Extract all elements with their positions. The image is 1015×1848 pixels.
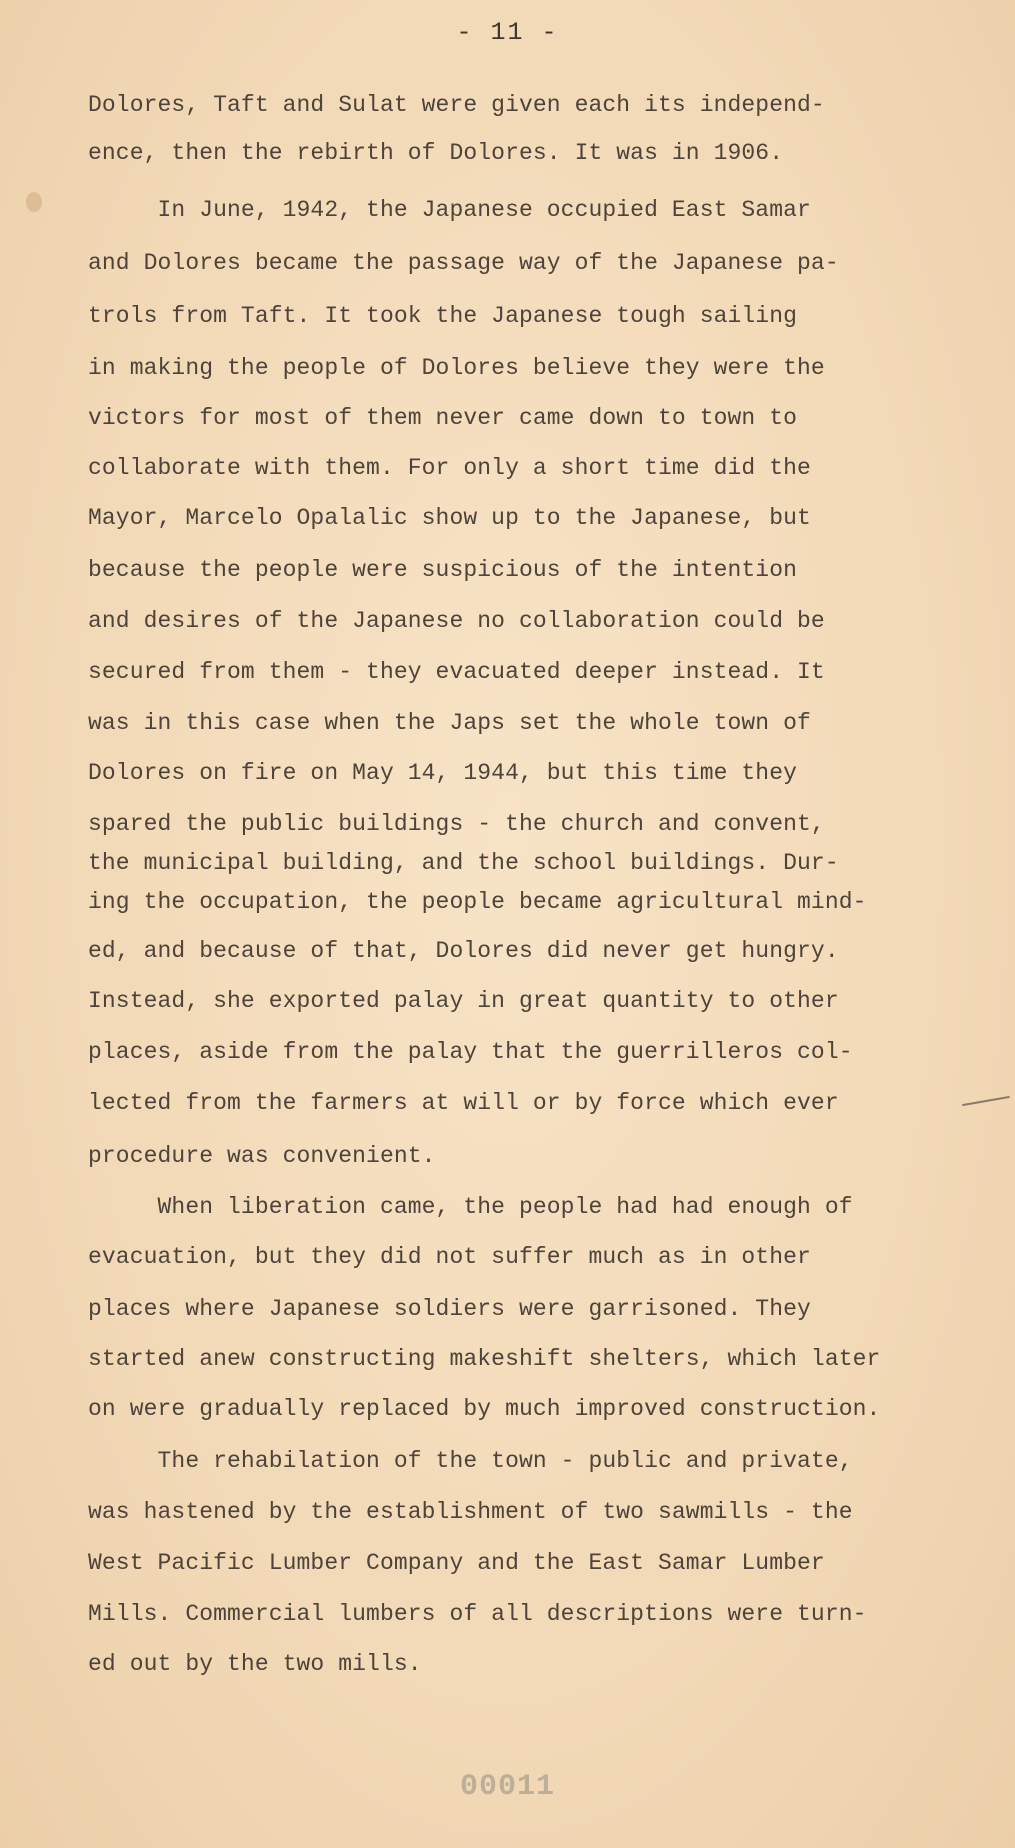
- text-line: spared the public buildings - the church and convent,: [88, 811, 825, 837]
- text-line: Dolores, Taft and Sulat were given each its independ-: [88, 92, 825, 118]
- archive-stamp: 00011: [459, 1770, 555, 1804]
- text-line: evacuation, but they did not suffer much as in other: [88, 1244, 811, 1270]
- text-line: When liberation came, the people had had enough of: [88, 1194, 853, 1220]
- text-line: places, aside from the palay that the guerrilleros col-: [88, 1039, 853, 1065]
- text-line: in making the people of Dolores believe they were the: [88, 355, 825, 381]
- text-line: started anew constructing makeshift shelters, which later: [88, 1346, 881, 1372]
- text-line: and Dolores became the passage way of the Japanese pa-: [88, 250, 839, 276]
- text-line: In June, 1942, the Japanese occupied East Samar: [88, 197, 811, 223]
- text-line: was hastened by the establishment of two sawmills - the: [88, 1499, 853, 1525]
- text-line: Dolores on fire on May 14, 1944, but this time they: [88, 760, 798, 786]
- text-line: the municipal building, and the school buildings. Dur-: [88, 850, 839, 876]
- text-line: ence, then the rebirth of Dolores. It was in 1906.: [88, 140, 784, 166]
- ink-blot: [26, 192, 42, 212]
- text-line: ed out by the two mills.: [88, 1651, 422, 1677]
- text-line: Instead, she exported palay in great quantity to other: [88, 988, 839, 1014]
- text-line: Mills. Commercial lumbers of all descriptions were turn-: [88, 1601, 867, 1627]
- text-line: Mayor, Marcelo Opalalic show up to the Japanese, but: [88, 505, 811, 531]
- margin-mark: [962, 1096, 1010, 1106]
- text-line: collaborate with them. For only a short time did the: [88, 455, 811, 481]
- text-line: on were gradually replaced by much improved construction.: [88, 1396, 881, 1422]
- text-line: and desires of the Japanese no collaboration could be: [88, 608, 825, 634]
- text-line: West Pacific Lumber Company and the East Samar Lumber: [88, 1550, 825, 1576]
- text-line: ed, and because of that, Dolores did never get hungry.: [88, 938, 839, 964]
- text-line: lected from the farmers at will or by force which ever: [88, 1090, 839, 1116]
- text-line: places where Japanese soldiers were garrisoned. They: [88, 1296, 811, 1322]
- page-number: - 11 -: [456, 18, 559, 47]
- text-line: victors for most of them never came down to town to: [88, 405, 798, 431]
- text-line: was in this case when the Japs set the whole town of: [88, 710, 811, 736]
- text-line: The rehabilation of the town - public and private,: [88, 1448, 853, 1474]
- text-line: ing the occupation, the people became agricultural mind-: [88, 889, 867, 915]
- text-line: secured from them - they evacuated deeper instead. It: [88, 659, 825, 685]
- text-line: trols from Taft. It took the Japanese tough sailing: [88, 303, 798, 329]
- text-line: procedure was convenient.: [88, 1143, 436, 1169]
- text-line: because the people were suspicious of the intention: [88, 557, 798, 583]
